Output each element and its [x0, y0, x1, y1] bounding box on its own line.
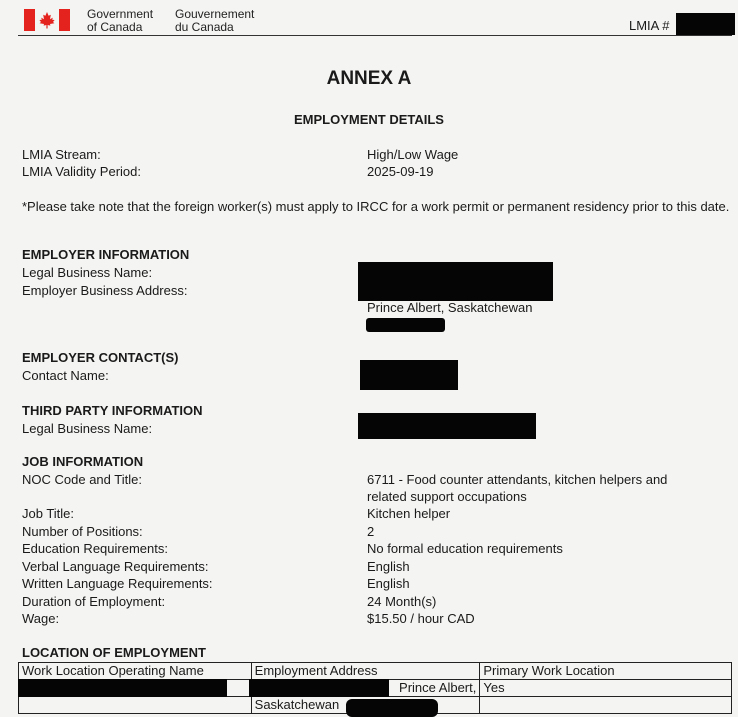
- noc-label: NOC Code and Title:: [22, 472, 142, 487]
- lmia-stream-value: High/Low Wage: [367, 147, 459, 162]
- address-street-redaction: [249, 679, 389, 697]
- education-value: No formal education requirements: [367, 541, 563, 556]
- address-postal-redaction: [346, 699, 438, 717]
- table-header-row: [19, 663, 732, 680]
- operating-name-redaction: [18, 679, 227, 697]
- job-title-label: Job Title:: [22, 506, 75, 521]
- lmia-number-label: LMIA #: [629, 18, 670, 33]
- employer-legal-name-label: Legal Business Name:: [22, 265, 153, 280]
- employer-heading: EMPLOYER INFORMATION: [22, 247, 190, 262]
- wage-label: Wage:: [22, 611, 60, 626]
- contact-name-label: Contact Name:: [22, 368, 109, 383]
- page-title: ANNEX A: [326, 68, 412, 89]
- cell-empty: [19, 697, 252, 714]
- lmia-stream-label: LMIA Stream:: [22, 147, 101, 162]
- duration-label: Duration of Employment:: [22, 594, 166, 609]
- contact-heading: EMPLOYER CONTACT(S): [22, 350, 179, 365]
- job-heading: JOB INFORMATION: [22, 454, 144, 469]
- verbal-language-value: English: [367, 559, 410, 574]
- employer-postal-redaction: [366, 318, 445, 332]
- lmia-number-redaction: [676, 13, 735, 35]
- location-heading: LOCATION OF EMPLOYMENT: [22, 645, 206, 660]
- gouvernement-du-canada-wordmark: [175, 8, 254, 34]
- third-party-legal-name-label: Legal Business Name:: [22, 421, 153, 436]
- positions-value: 2: [367, 524, 375, 539]
- cell-address-city: Prince Albert,: [251, 680, 480, 697]
- header-rule: [18, 35, 732, 36]
- third-party-name-redaction: [358, 413, 536, 439]
- written-language-label: Written Language Requirements:: [22, 576, 213, 591]
- verbal-language-label: Verbal Language Requirements:: [22, 559, 209, 574]
- contact-name-redaction: [360, 360, 458, 390]
- canada-flag-icon: [24, 9, 70, 31]
- gov-fr-line1: Gouvernement: [175, 7, 255, 21]
- col-operating-name: Work Location Operating Name: [19, 663, 252, 680]
- cell-primary: Yes: [480, 680, 732, 697]
- employer-address-label: Employer Business Address:: [22, 283, 188, 298]
- job-title-value: Kitchen helper: [367, 506, 451, 521]
- cell-address-province: Saskatchewan: [251, 697, 480, 714]
- government-of-canada-wordmark: [87, 8, 153, 34]
- noc-value-line1: 6711 - Food counter attendants, kitchen helpers and: [367, 472, 668, 487]
- employer-address-city: Prince Albert, Saskatchewan: [367, 300, 533, 315]
- gov-en-line2: of Canada: [87, 20, 143, 34]
- positions-label: Number of Positions:: [22, 524, 143, 539]
- wage-value: $15.50 / hour CAD: [367, 611, 475, 626]
- gov-fr-line2: du Canada: [175, 20, 234, 34]
- cell-empty: [480, 697, 732, 714]
- third-party-heading: THIRD PARTY INFORMATION: [22, 403, 203, 418]
- gov-en-line1: Government: [87, 7, 154, 21]
- lmia-validity-value: 2025-09-19: [367, 164, 434, 179]
- lmia-validity-label: LMIA Validity Period:: [22, 164, 141, 179]
- duration-value: 24 Month(s): [367, 594, 437, 609]
- noc-value-line2: related support occupations: [367, 489, 527, 504]
- col-employment-address: Employment Address: [251, 663, 480, 680]
- page-subtitle: EMPLOYMENT DETAILS: [294, 112, 444, 127]
- written-language-value: English: [367, 576, 410, 591]
- education-label: Education Requirements:: [22, 541, 168, 556]
- employer-name-redaction: [358, 262, 553, 301]
- col-primary-location: Primary Work Location: [480, 663, 732, 680]
- ircc-note: *Please take note that the foreign worker(s) must apply to IRCC for a work permit or permanent residency prior to this date.: [22, 199, 730, 214]
